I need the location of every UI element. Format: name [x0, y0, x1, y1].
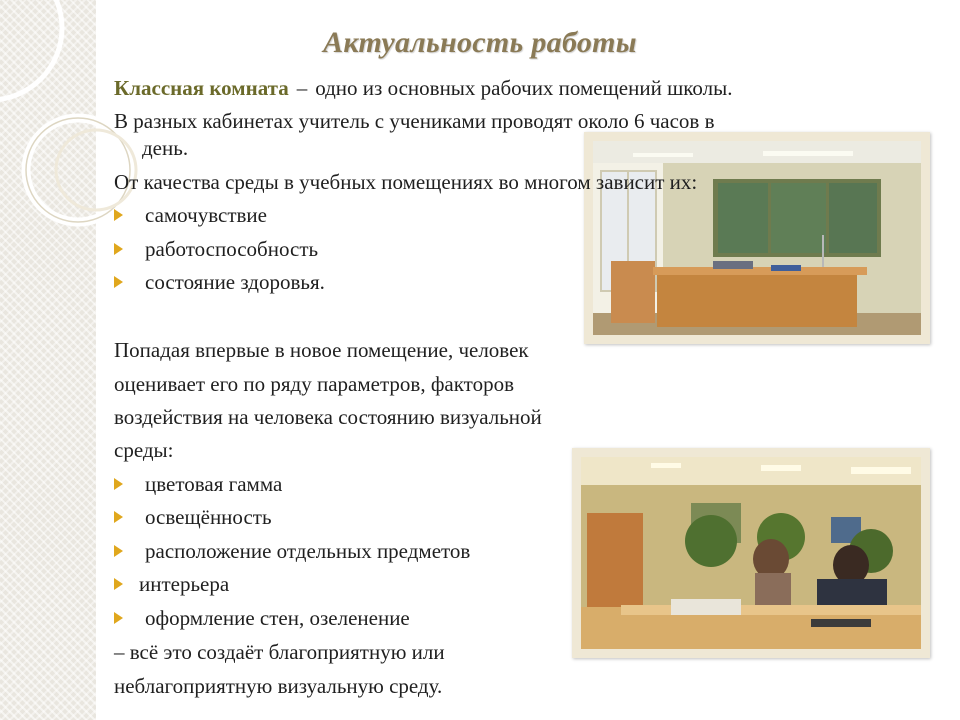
- bullet-arrow-icon: [114, 511, 123, 523]
- list-2-item: [114, 468, 282, 501]
- sentence-1-line-2: день.: [142, 136, 189, 160]
- bullet-arrow-icon: [114, 209, 123, 221]
- intro-line: [114, 72, 732, 105]
- sentence-1-line-1: В разных кабинетах учитель с учениками проводят около 6 часов в: [114, 109, 715, 133]
- bullet-arrow-icon: [114, 243, 123, 255]
- paragraph-line: воздействия на человека состоянию визуальной: [114, 405, 542, 429]
- classroom-photo-frame: [584, 132, 930, 344]
- list-1-item: [114, 266, 325, 299]
- list-1-item-text: работоспособность: [145, 237, 319, 261]
- list-2-item-text: освещённость: [145, 505, 272, 529]
- paragraph-line: среды:: [114, 438, 174, 462]
- list-2-item: [114, 602, 410, 635]
- list-1-item: [114, 233, 318, 266]
- paragraph-line: оценивает его по ряду параметров, факторов: [114, 372, 514, 396]
- sentence-2: От качества среды в учебных помещениях во многом зависит их:: [114, 170, 698, 194]
- bullet-arrow-icon: [114, 545, 123, 557]
- list-2-item: [114, 568, 229, 601]
- closing-line-1: – всё это создаёт благоприятную или: [114, 640, 445, 664]
- bullet-arrow-icon: [114, 612, 123, 624]
- intro-dash: –: [296, 76, 308, 100]
- list-2-item-text: оформление стен, озеленение: [145, 606, 410, 630]
- students-photo-frame: [572, 448, 930, 658]
- list-1-item-text: состояние здоровья.: [145, 270, 325, 294]
- bullet-arrow-icon: [114, 578, 123, 590]
- term-classroom: Классная комната: [114, 76, 289, 100]
- list-2-item-text: цветовая гамма: [145, 472, 283, 496]
- list-2-item-text: интерьера: [139, 572, 230, 596]
- closing-line-2: неблагоприятную визуальную среду.: [114, 674, 443, 698]
- list-2-item: [114, 535, 470, 568]
- bullet-arrow-icon: [114, 478, 123, 490]
- bullet-arrow-icon: [114, 276, 123, 288]
- intro-definition: одно из основных рабочих помещений школы.: [315, 76, 733, 100]
- paragraph-line: Попадая впервые в новое помещение, человек: [114, 338, 529, 362]
- list-1-item-text: самочувствие: [145, 203, 267, 227]
- list-2-item: [114, 501, 272, 534]
- list-1-item: [114, 199, 267, 232]
- students-photo: [581, 457, 921, 649]
- list-2-item-text: расположение отдельных предметов: [145, 539, 471, 563]
- slide-title: Актуальность работы: [323, 26, 637, 59]
